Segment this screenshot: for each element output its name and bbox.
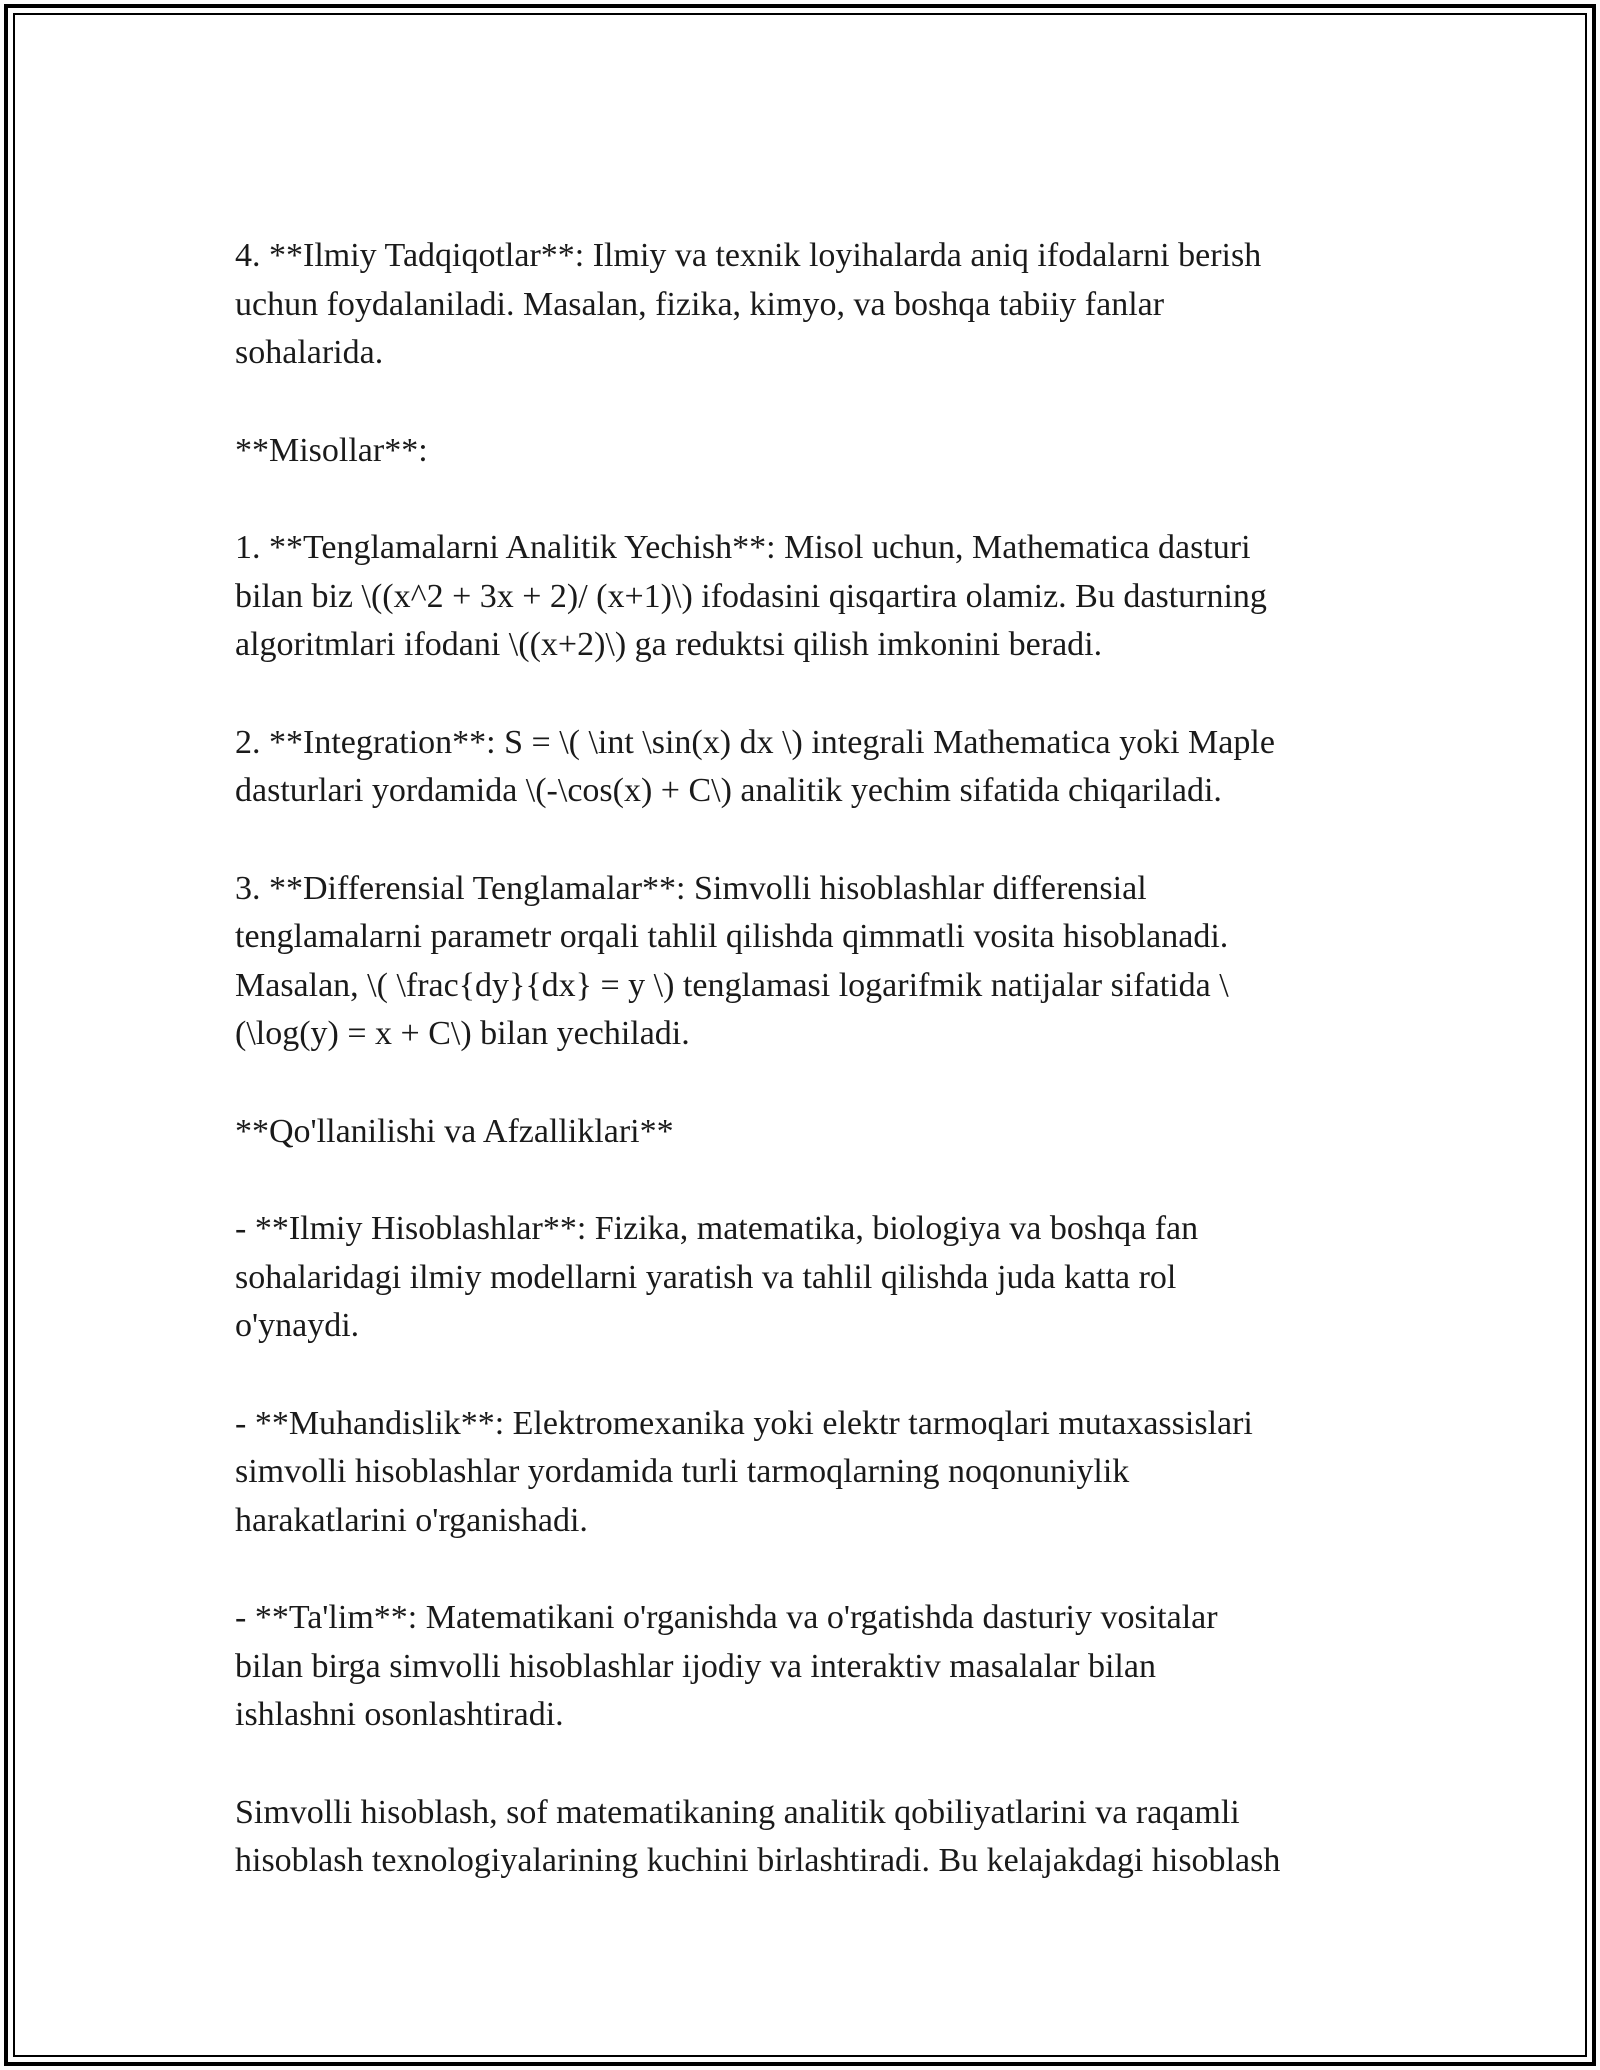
text-line: (\log(y) = x + C\) bilan yechiladi. bbox=[235, 1015, 690, 1052]
text-line: bilan birga simvolli hisoblashlar ijodiy va interaktiv masalalar bilan bbox=[235, 1647, 1156, 1685]
list-item-muhandislik bbox=[235, 1400, 1375, 1546]
text-line: **Qo'llanilishi va Afzalliklari** bbox=[235, 1112, 674, 1150]
text-line: algoritmlari ifodani \((x+2)\) ga reduktsi qilish imkonini beradi. bbox=[235, 626, 1103, 663]
text-line: Masalan, \( \frac{dy}{dx} = y \) tenglamasi logarifmik natijalar sifatida \ bbox=[235, 966, 1229, 1004]
text-line: sohalaridagi ilmiy modellarni yaratish va tahlil qilishda juda katta rol bbox=[235, 1258, 1177, 1296]
text-line: 3. **Differensial Tenglamalar**: Simvolli hisoblashlar differensial bbox=[235, 869, 1147, 907]
text-line: ishlashni osonlashtiradi. bbox=[235, 1696, 564, 1733]
text-line: hisoblash texnologiyalarining kuchini birlashtiradi. Bu kelajakdagi hisoblash bbox=[235, 1842, 1281, 1879]
text-line: - **Muhandislik**: Elektromexanika yoki elektr tarmoqlari mutaxassislari bbox=[235, 1404, 1253, 1442]
paragraph-conclusion bbox=[235, 1789, 1375, 1886]
text-line: dasturlari yordamida \(-\cos(x) + C\) analitik yechim sifatida chiqariladi. bbox=[235, 772, 1222, 809]
heading-misollar bbox=[235, 427, 1375, 476]
text-line: uchun foydalaniladi. Masalan, fizika, kimyo, va boshqa tabiiy fanlar bbox=[235, 285, 1165, 323]
text-line: tenglamalarni parametr orqali tahlil qilishda qimmatli vosita hisoblanadi. bbox=[235, 918, 1229, 955]
list-item-talim bbox=[235, 1594, 1375, 1740]
text-line: 4. **Ilmiy Tadqiqotlar**: Ilmiy va texnik loyihalarda aniq ifodalarni berish bbox=[235, 237, 1262, 274]
paragraph-ilmiy-tadqiqotlar bbox=[235, 232, 1375, 378]
text-line: o'ynaydi. bbox=[235, 1307, 360, 1344]
text-line: simvolli hisoblashlar yordamida turli tarmoqlarning noqonuniylik bbox=[235, 1453, 1130, 1490]
paragraph-differensial-tenglamalar bbox=[235, 865, 1375, 1059]
text-line: Simvolli hisoblash, sof matematikaning analitik qobiliyatlarini va raqamli bbox=[235, 1793, 1240, 1831]
text-line: harakatlarini o'rganishadi. bbox=[235, 1501, 588, 1539]
text-line: **Misollar**: bbox=[235, 431, 428, 469]
paragraph-integration bbox=[235, 719, 1375, 816]
text-line: 1. **Tenglamalarni Analitik Yechish**: Misol uchun, Mathematica dasturi bbox=[235, 529, 1251, 566]
paragraph-tenglamalarni-yechish bbox=[235, 524, 1375, 670]
document-body bbox=[235, 232, 1375, 1886]
text-line: - **Ta'lim**: Matematikani o'rganishda va o'rgatishda dasturiy vositalar bbox=[235, 1599, 1218, 1636]
heading-qollanilishi bbox=[235, 1108, 1375, 1157]
text-line: bilan biz \((x^2 + 3x + 2)/ (x+1)\) ifodasini qisqartira olamiz. Bu dasturning bbox=[235, 577, 1267, 615]
text-line: - **Ilmiy Hisoblashlar**: Fizika, matematika, biologiya va boshqa fan bbox=[235, 1210, 1199, 1247]
text-line: 2. **Integration**: S = \( \int \sin(x) dx \) integrali Mathematica yoki Maple bbox=[235, 723, 1275, 761]
list-item-ilmiy-hisoblashlar bbox=[235, 1205, 1375, 1351]
text-line: sohalarida. bbox=[235, 334, 384, 371]
